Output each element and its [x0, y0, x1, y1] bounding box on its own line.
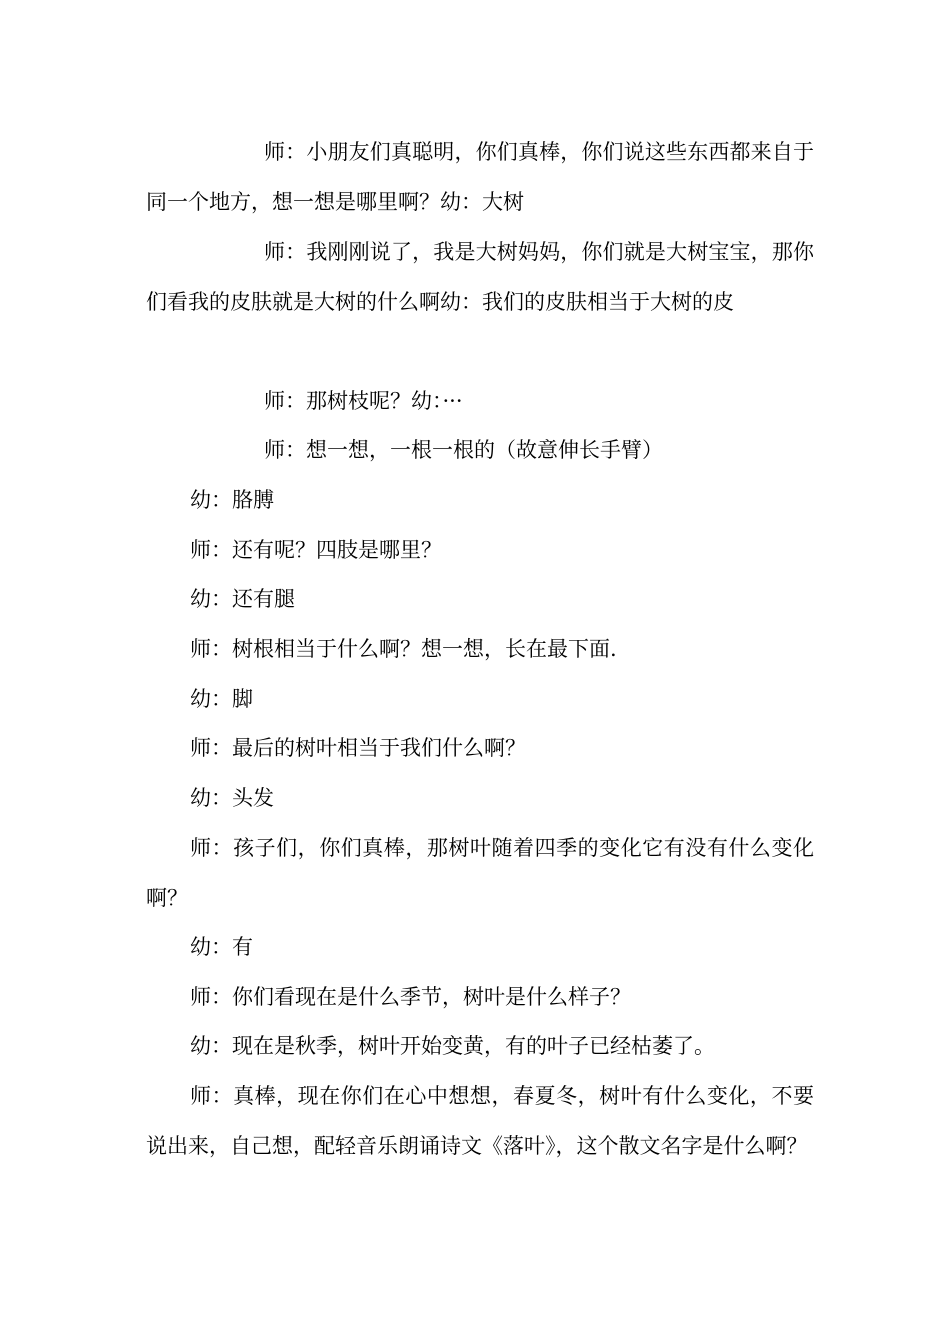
paragraph-14: 师：你们看现在是什么季节，树叶是什么样子？ — [190, 985, 631, 1009]
paragraph-15: 幼：现在是秋季，树叶开始变黄，有的叶子已经枯萎了。 — [190, 1034, 715, 1058]
paragraph-11: 幼：头发 — [190, 786, 274, 810]
paragraph-4: 师：想一想，一根一根的（故意伸长手臂） — [264, 438, 663, 462]
paragraph-13: 幼：有 — [190, 935, 253, 959]
paragraph-1: 师：小朋友们真聪明，你们真棒，你们说这些东西都来自于同一个地方，想一想是哪里啊？幼：大树 — [146, 140, 814, 214]
paragraph-8: 师：树根相当于什么啊？想一想，长在最下面. — [190, 637, 617, 661]
paragraph-9: 幼：脚 — [190, 687, 253, 711]
paragraph-16: 师：真棒，现在你们在心中想想，春夏冬，树叶有什么变化，不要说出来，自己想，配轻音乐朗诵诗文《落叶》，这个散文名字是什么啊？ — [146, 1084, 814, 1158]
paragraph-2: 师：我刚刚说了，我是大树妈妈，你们就是大树宝宝，那你们看我的皮肤就是大树的什么啊幼：我们的皮肤相当于大树的皮 — [146, 240, 814, 314]
paragraph-6: 师：还有呢？四肢是哪里？ — [190, 538, 442, 562]
paragraph-3: 师：那树枝呢？幼：··· — [264, 389, 463, 413]
paragraph-10: 师：最后的树叶相当于我们什么啊？ — [190, 736, 526, 760]
paragraph-5: 幼：胳膊 — [190, 488, 274, 512]
paragraph-12: 师：孩子们，你们真棒，那树叶随着四季的变化它有没有什么变化啊？ — [146, 836, 814, 910]
paragraph-7: 幼：还有腿 — [190, 587, 295, 611]
